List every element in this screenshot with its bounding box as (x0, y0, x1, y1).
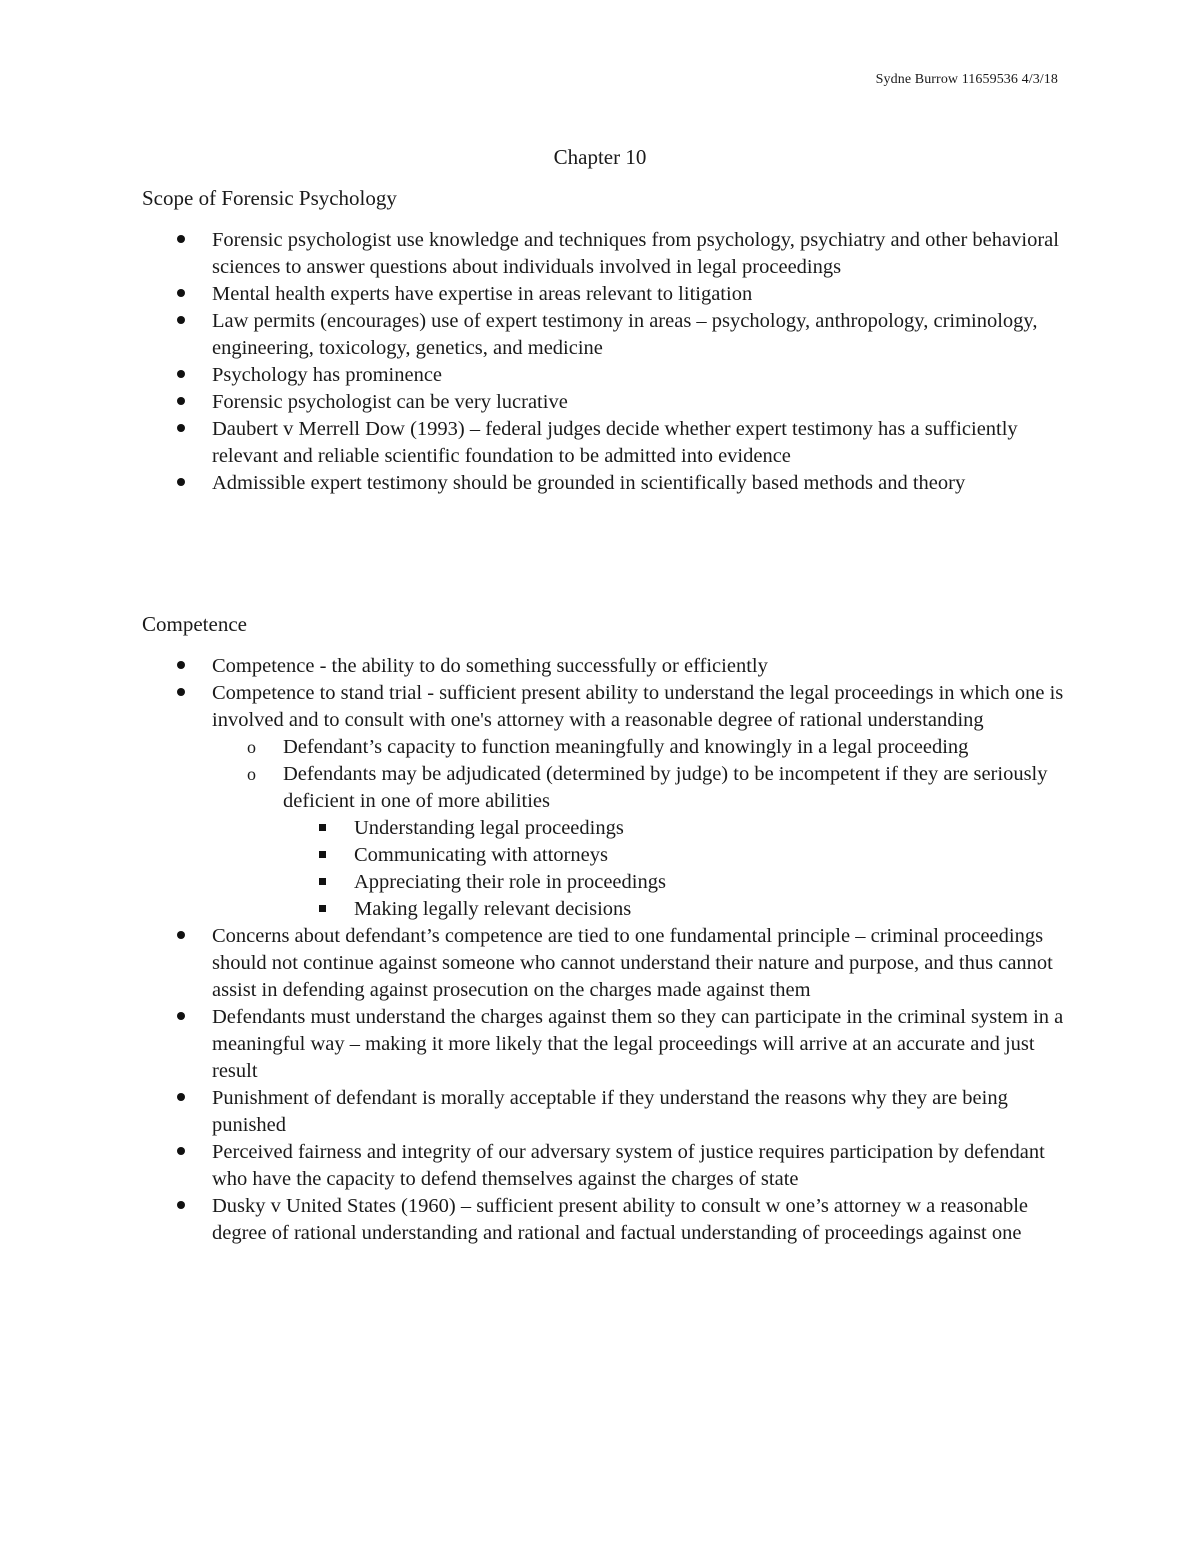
bullet-icon (177, 1139, 185, 1166)
list-item: Dusky v United States (1960) – sufficient present ability to consult w one’s attorney w a reasonable degree of rational understanding and rational and factual understanding of proceedings against one (142, 1193, 1072, 1247)
list-item: Admissible expert testimony should be grounded in scientifically based methods and theory (142, 470, 1072, 497)
list-item: Competence - the ability to do something successfully or efficiently (142, 653, 1072, 680)
bullet-icon (177, 389, 185, 416)
list-item: Mental health experts have expertise in areas relevant to litigation (142, 281, 1072, 308)
square-bullet-icon (319, 905, 326, 912)
list-item: Defendants must understand the charges against them so they can participate in the criminal system in a meaningful way – making it more likely that the legal proceedings will arrive at an accurate and just result (142, 1004, 1072, 1085)
competence-list (142, 653, 1072, 1247)
list-item: Competence to stand trial - sufficient present ability to understand the legal proceedings in which one is involved and to consult with one's attorney with a reasonable degree of rational understanding o Defendant’s capacity to function meaningfully and knowingly in a legal proceeding o Defendants may be adjudicated (determined by judge) to be incompetent if they are seriously deficient in one of more abilities Understanding legal proceedings Communicating with attorneys Appreciating their role in proceedings Making legally relevant decisions (142, 680, 1072, 923)
bullet-icon (177, 653, 185, 680)
author-header: Sydne Burrow 11659536 4/3/18 (875, 72, 1058, 87)
list-item: Psychology has prominence (142, 362, 1072, 389)
bullet-icon (177, 1193, 185, 1220)
bullet-icon (177, 227, 185, 254)
sub-list-item: o Defendant’s capacity to function meaningfully and knowingly in a legal proceeding (212, 734, 1072, 761)
bullet-icon (177, 416, 185, 443)
sub-sub-list-item: Communicating with attorneys (283, 842, 1072, 869)
sub-sub-list-item: Making legally relevant decisions (283, 896, 1072, 923)
competence-section (142, 611, 1072, 1247)
square-bullet-icon (319, 824, 326, 831)
scope-section (142, 185, 1072, 497)
sub-list (212, 734, 1072, 923)
list-item: Punishment of defendant is morally acceptable if they understand the reasons why they are being punished (142, 1085, 1072, 1139)
sub-list-item: o Defendants may be adjudicated (determined by judge) to be incompetent if they are seriously deficient in one of more abilities Understanding legal proceedings Communicating with attorneys Appreciating their role in proceedings Making legally relevant decisions (212, 761, 1072, 923)
circle-bullet-icon: o (247, 737, 256, 757)
list-item: Forensic psychologist use knowledge and techniques from psychology, psychiatry and other behavioral sciences to answer questions about individuals involved in legal proceedings (142, 227, 1072, 281)
square-bullet-icon (319, 878, 326, 885)
scope-list (142, 227, 1072, 497)
bullet-icon (177, 281, 185, 308)
bullet-icon (177, 308, 185, 335)
sub-sub-list-item: Understanding legal proceedings (283, 815, 1072, 842)
circle-bullet-icon: o (247, 764, 256, 784)
list-item: Daubert v Merrell Dow (1993) – federal judges decide whether expert testimony has a sufficiently relevant and reliable scientific foundation to be admitted into evidence (142, 416, 1072, 470)
chapter-title: Chapter 10 (553, 145, 647, 169)
bullet-icon (177, 362, 185, 389)
bullet-icon (177, 680, 185, 707)
list-item: Law permits (encourages) use of expert testimony in areas – psychology, anthropology, criminology, engineering, toxicology, genetics, and medicine (142, 308, 1072, 362)
scope-heading: Scope of Forensic Psychology (142, 186, 397, 210)
bullet-icon (177, 923, 185, 950)
list-item: Perceived fairness and integrity of our adversary system of justice requires participation by defendant who have the capacity to defend themselves against the charges of state (142, 1139, 1072, 1193)
square-bullet-icon (319, 851, 326, 858)
list-item: Concerns about defendant’s competence are tied to one fundamental principle – criminal proceedings should not continue against someone who cannot understand their nature and purpose, and thus cannot assist in defending against prosecution on the charges made against them (142, 923, 1072, 1004)
bullet-icon (177, 470, 185, 497)
bullet-icon (177, 1004, 185, 1031)
sub-sub-list (283, 815, 1072, 923)
competence-heading: Competence (142, 612, 247, 636)
bullet-icon (177, 1085, 185, 1112)
sub-sub-list-item: Appreciating their role in proceedings (283, 869, 1072, 896)
list-item: Forensic psychologist can be very lucrative (142, 389, 1072, 416)
